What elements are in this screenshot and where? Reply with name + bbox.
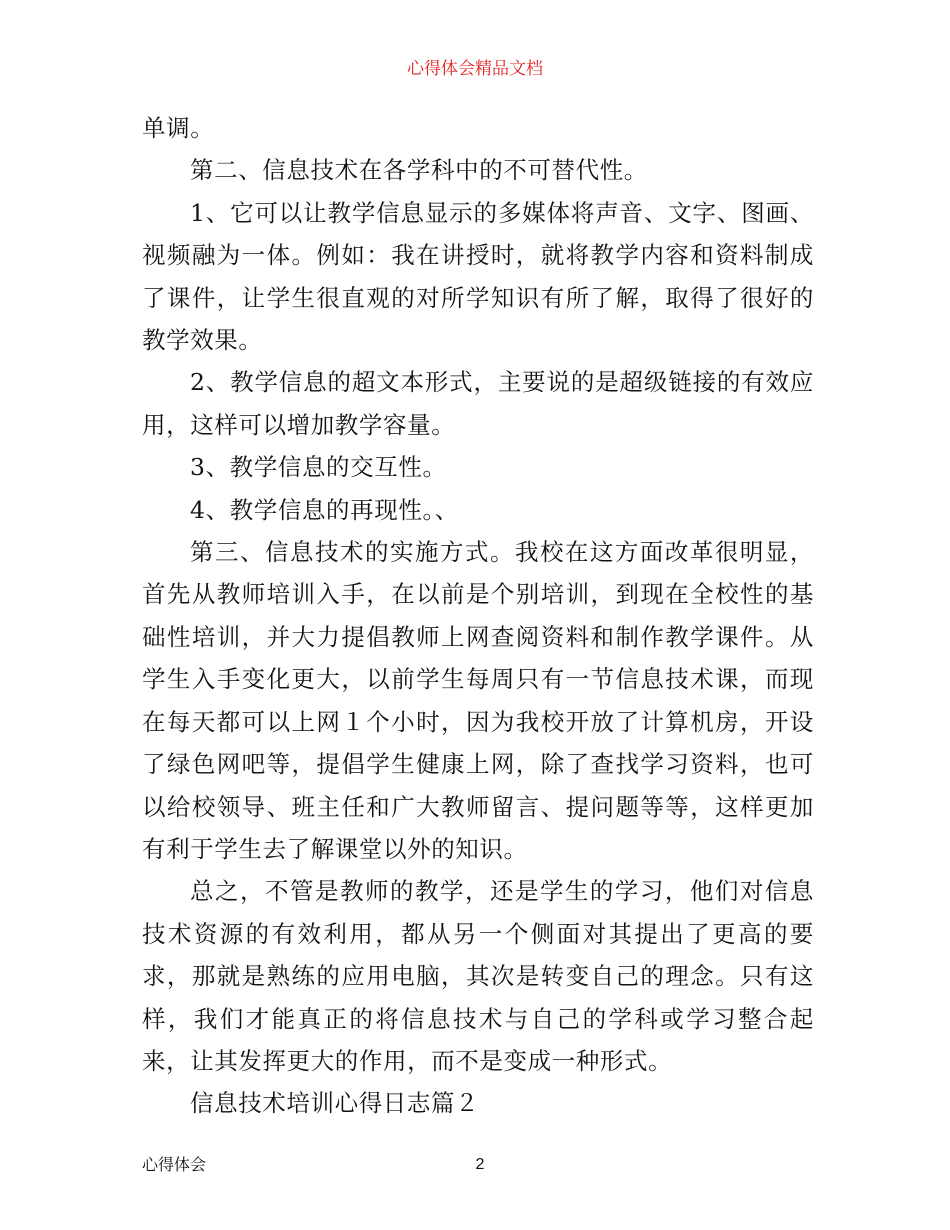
section-heading: 信息技术培训心得日志篇２ xyxy=(190,1089,480,1118)
paragraph: 1、它可以让教学信息显示的多媒体将声音、文字、图画、视频融为一体。例如：我在讲授时，就将教学内容和资料制成了课件，让学生很直观的对所学知识有所了解，取得了很好的教学效果。 xyxy=(142,198,814,355)
page-number: 2 xyxy=(475,1156,485,1173)
paragraph: 3、教学信息的交互性。 xyxy=(190,453,447,482)
footer-label: 心得体会 xyxy=(142,1155,207,1174)
page-header-title: 心得体会精品文档 xyxy=(407,59,543,79)
paragraph: 4、教学信息的再现性。、 xyxy=(190,495,459,524)
paragraph: 2、教学信息的超文本形式，主要说的是超级链接的有效应用，这样可以增加教学容量。 xyxy=(142,368,814,439)
paragraph: 第三、信息技术的实施方式。我校在这方面改革很明显，首先从教师培训入手，在以前是个别培训，到现在全校性的基础性培训，并大力提倡教师上网查阅资料和制作教学课件。从学生入手变化更大，以前学生每周只有一节信息技术课，而现在每天都可以上网１个小时，因为我校开放了计算机房，开设了绿色网吧等，提倡学生健康上网，除了查找学习资料，也可以给校领导、班主任和广大教师留言、提问题等等，这样更加有利于学生去了解课堂以外的知识。 xyxy=(142,538,814,863)
document-body xyxy=(142,107,814,1125)
paragraph: 单调。 xyxy=(142,114,215,142)
paragraph: 总之，不管是教师的教学，还是学生的学习，他们对信息技术资源的有效利用，都从另一个侧面对其提出了更高的要求，那就是熟练的应用电脑，其次是转变自己的理念。只有这样，我们才能真正的将信息技术与自己的学科或学习整合起来，让其发挥更大的作用，而不是变成一种形式。 xyxy=(142,877,814,1075)
page-footer xyxy=(142,1154,814,1176)
paragraph: 第二、信息技术在各学科中的不可替代性。 xyxy=(190,156,648,185)
